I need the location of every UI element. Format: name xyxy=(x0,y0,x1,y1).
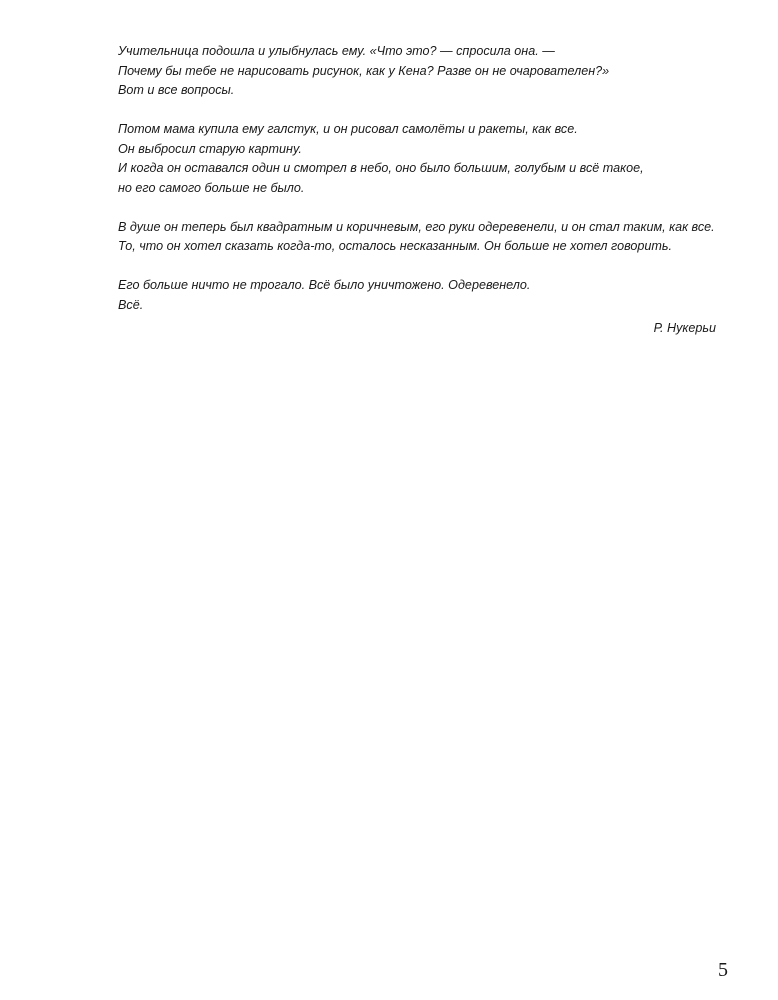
text-line: Учительница подошла и улыбнулась ему. «Что это? — спросила она. — xyxy=(118,44,555,58)
text-line: но его самого больше не было. xyxy=(118,180,305,195)
text-line: Всё. xyxy=(118,297,144,312)
stanza-3 xyxy=(118,218,728,257)
text-line: Потом мама купила ему галстук, и он рисовал самолёты и ракеты, как все. xyxy=(118,122,578,136)
author-signature: Р. Нукерьи xyxy=(653,321,716,335)
text-line: Его больше ничто не трогало. Всё было уничтожено. Одеревенело. xyxy=(118,278,531,292)
stanza-1 xyxy=(118,42,728,101)
poem-body xyxy=(118,42,728,335)
text-line: В душе он теперь был квадратным и коричневым, его руки одеревенели, и он стал таким, как все. xyxy=(118,219,715,234)
text-line: Вот и все вопросы. xyxy=(118,83,235,97)
stanza-2 xyxy=(118,120,728,198)
text-line: Он выбросил старую картину. xyxy=(118,141,302,156)
text-line: И когда он оставался один и смотрел в небо, оно было большим, голубым и всё такое, xyxy=(118,161,644,175)
stanza-4 xyxy=(118,276,728,315)
text-line: То, что он хотел сказать когда-то, осталось несказанным. Он больше не хотел говорить. xyxy=(118,239,673,253)
text-line: Почему бы тебе не нарисовать рисунок, как у Кена? Разве он не очарователен?» xyxy=(118,63,610,78)
page-number: 5 xyxy=(718,959,728,981)
